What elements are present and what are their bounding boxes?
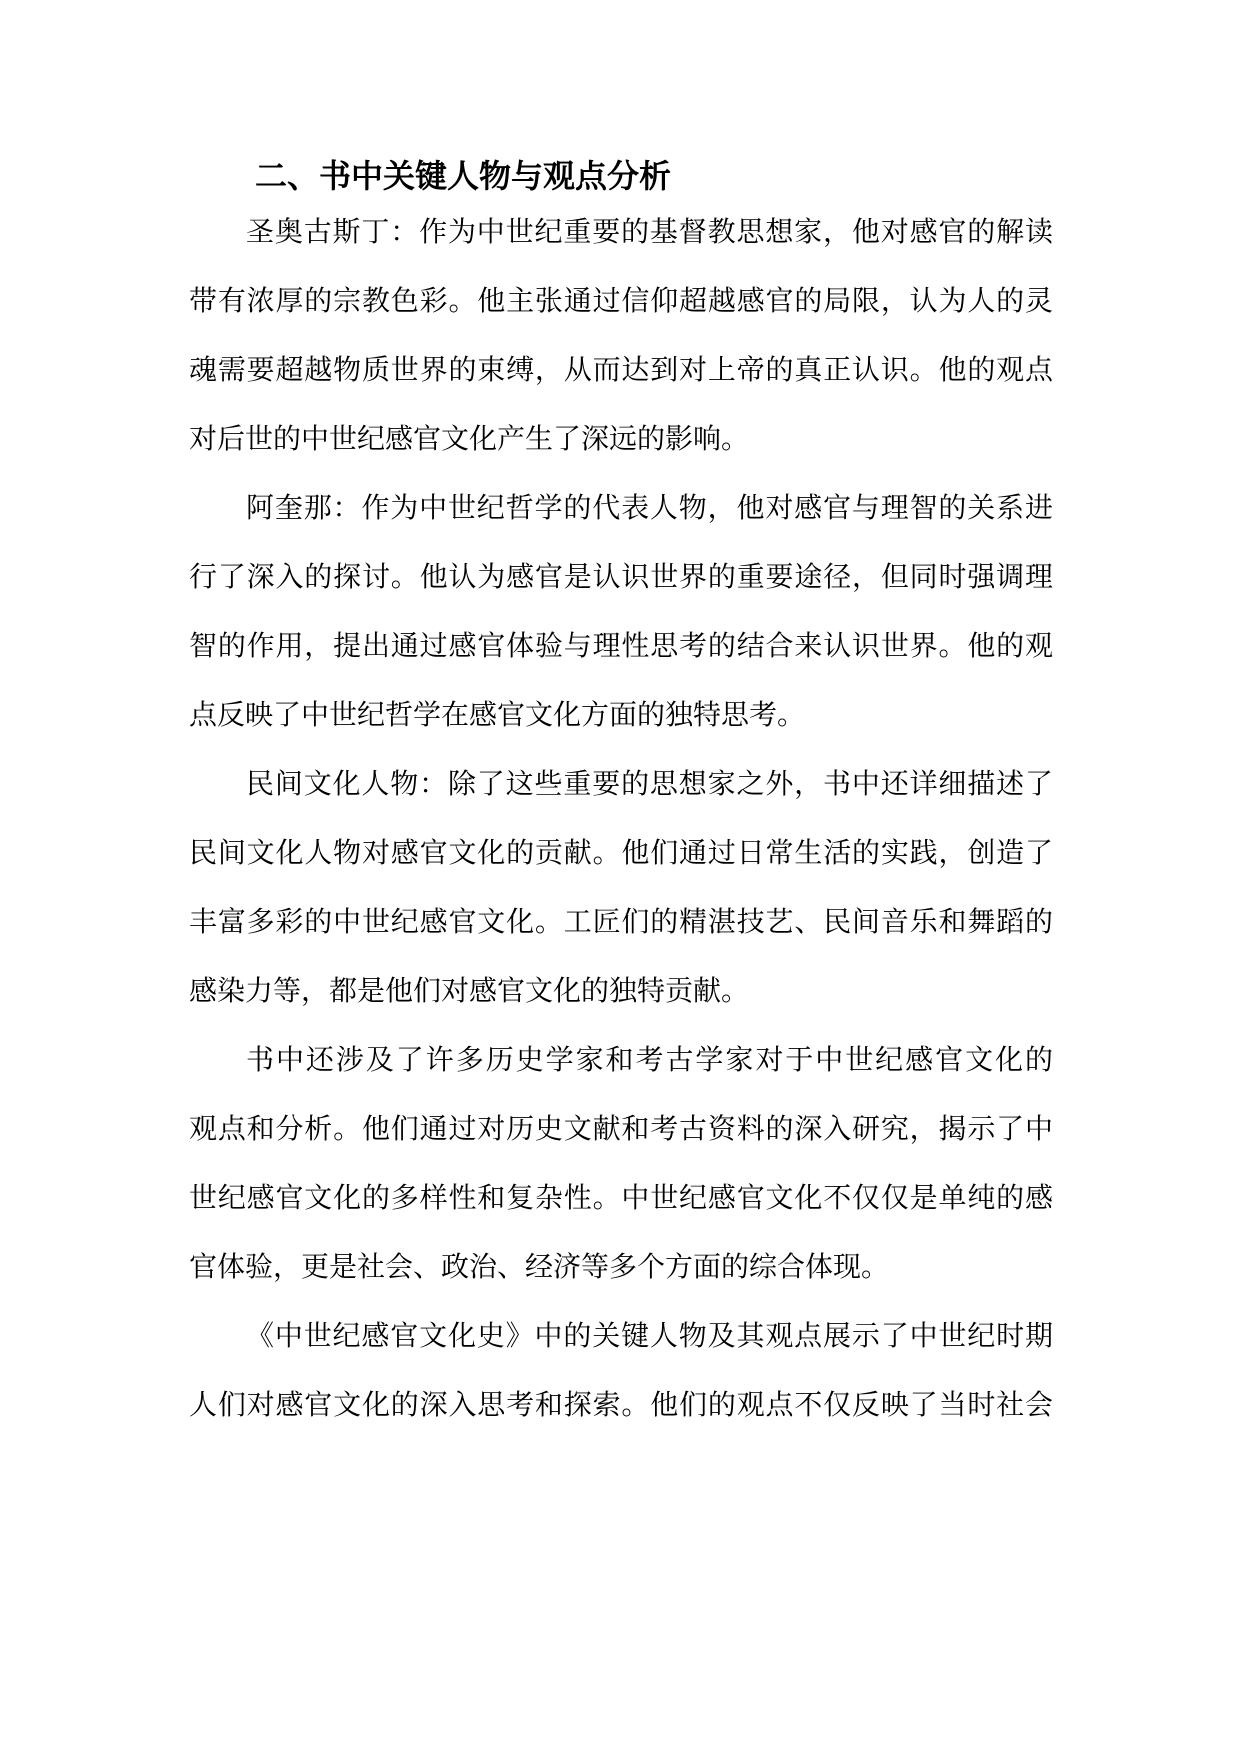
paragraph-2-line-3: 智的作用，提出通过感官体验与理性思考的结合来认识世界。他的观 <box>189 629 1053 662</box>
paragraph-3-line-3: 丰富多彩的中世纪感官文化。工匠们的精湛技艺、民间音乐和舞蹈的 <box>189 905 1053 938</box>
paragraph-1-line-3: 魂需要超越物质世界的束缚，从而达到对上帝的真正认识。他的观点 <box>189 353 1053 386</box>
paragraph-2-line-4: 点反映了中世纪哲学在感官文化方面的独特思考。 <box>189 698 806 731</box>
paragraph-2-line-2: 行了深入的探讨。他认为感官是认识世界的重要途径，但同时强调理 <box>189 560 1053 593</box>
paragraph-2-line-1: 阿奎那：作为中世纪哲学的代表人物，他对感官与理智的关系进 <box>246 491 1053 524</box>
paragraph-4-line-4: 官体验，更是社会、政治、经济等多个方面的综合体现。 <box>189 1250 890 1283</box>
section-heading: 二、书中关键人物与观点分析 <box>255 157 672 195</box>
paragraph-5-line-1: 《中世纪感官文化史》中的关键人物及其观点展示了中世纪时期 <box>246 1319 1053 1352</box>
paragraph-1-line-4: 对后世的中世纪感官文化产生了深远的影响。 <box>189 422 750 455</box>
paragraph-3-line-2: 民间文化人物对感官文化的贡献。他们通过日常生活的实践，创造了 <box>189 836 1053 869</box>
paragraph-1-line-2: 带有浓厚的宗教色彩。他主张通过信仰超越感官的局限，认为人的灵 <box>189 284 1053 317</box>
paragraph-4-line-2: 观点和分析。他们通过对历史文献和考古资料的深入研究，揭示了中 <box>189 1112 1053 1145</box>
paragraph-5-line-2: 人们对感官文化的深入思考和探索。他们的观点不仅反映了当时社会 <box>189 1388 1053 1421</box>
paragraph-1-line-1: 圣奥古斯丁：作为中世纪重要的基督教思想家，他对感官的解读 <box>246 215 1053 248</box>
paragraph-4-line-1: 书中还涉及了许多历史学家和考古学家对于中世纪感官文化的 <box>246 1043 1053 1076</box>
paragraph-3-line-4: 感染力等，都是他们对感官文化的独特贡献。 <box>189 974 750 1007</box>
paragraph-4-line-3: 世纪感官文化的多样性和复杂性。中世纪感官文化不仅仅是单纯的感 <box>189 1181 1053 1214</box>
paragraph-3-line-1: 民间文化人物：除了这些重要的思想家之外，书中还详细描述了 <box>246 767 1053 800</box>
